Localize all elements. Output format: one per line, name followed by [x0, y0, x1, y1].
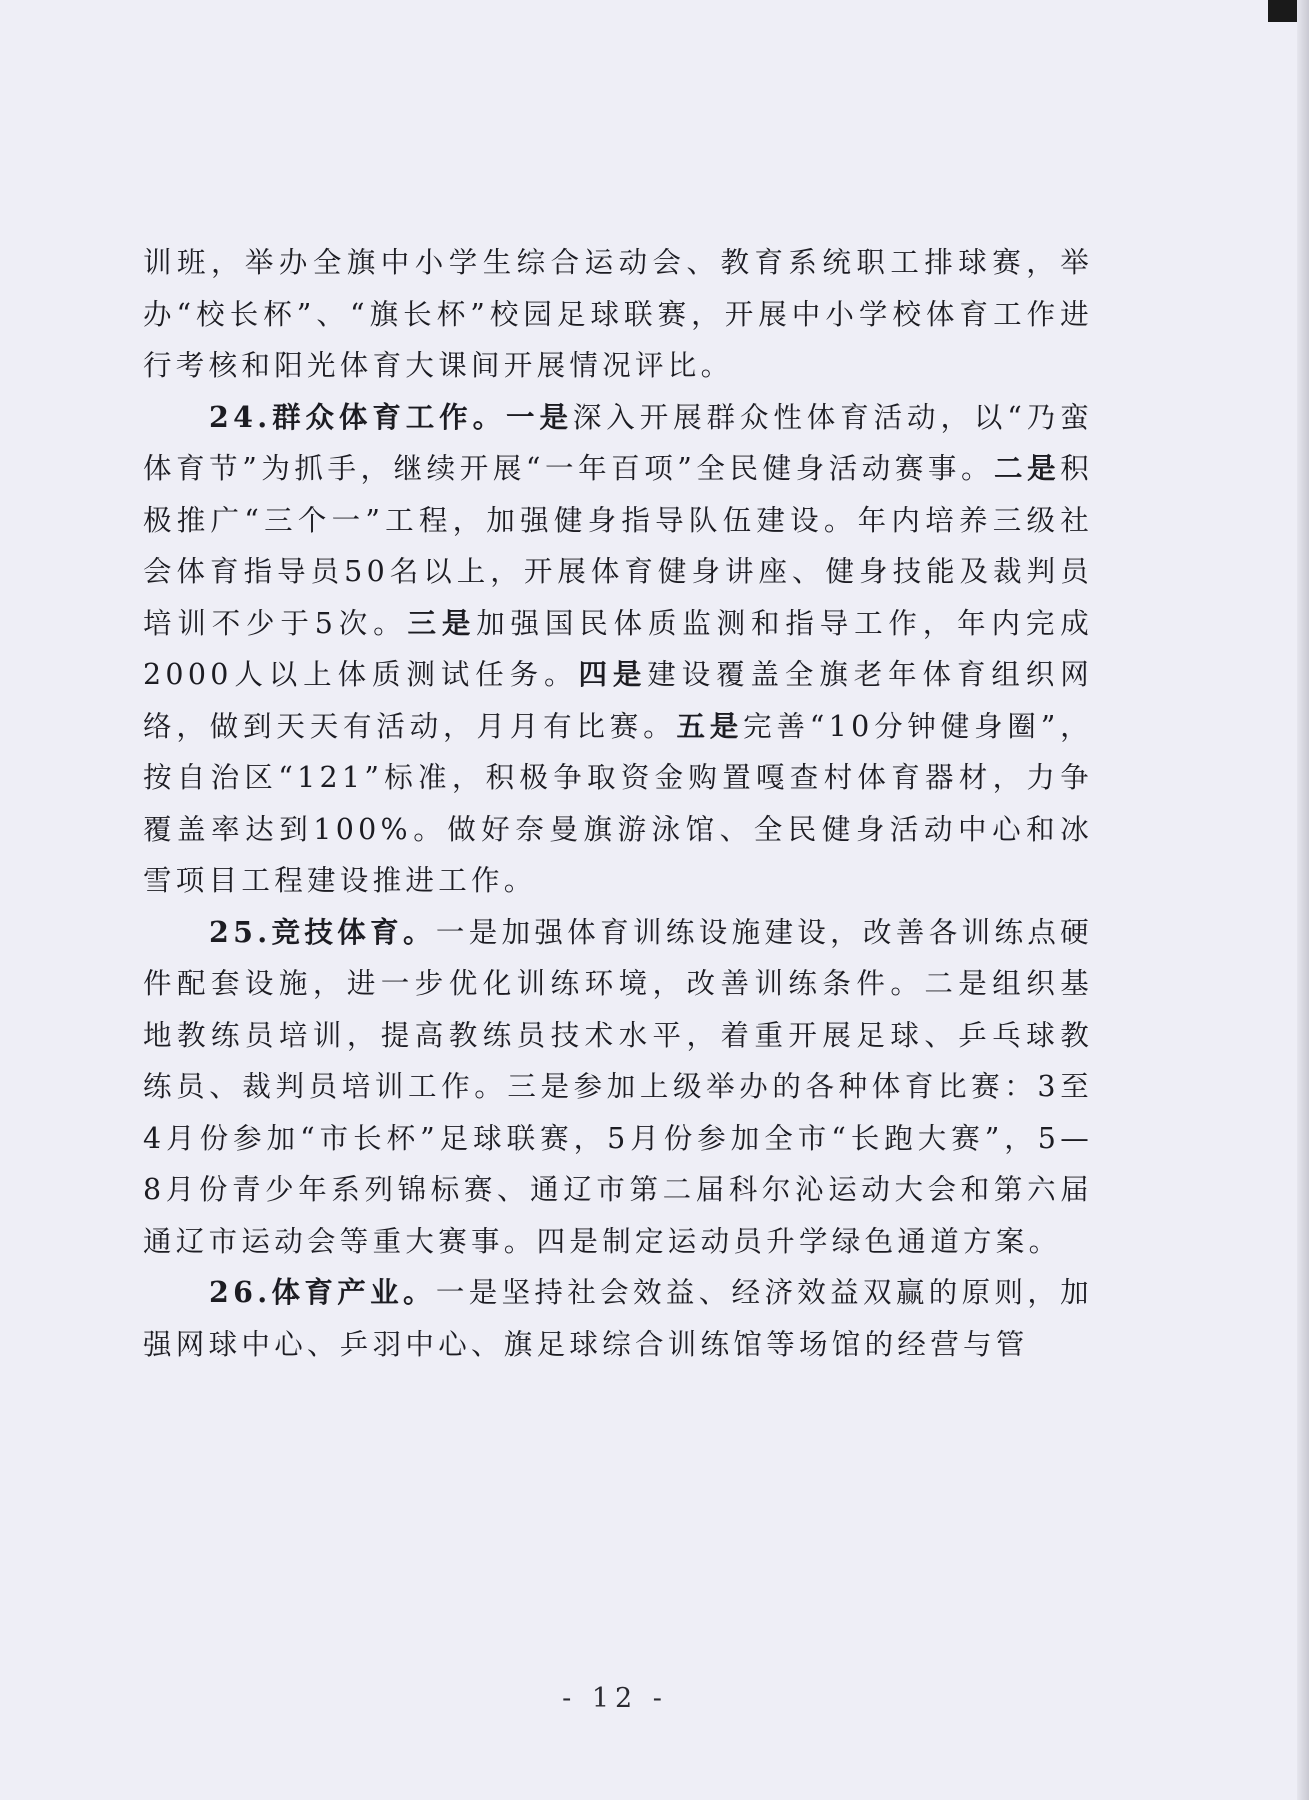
- section-26-heading: 26.体育产业。: [209, 1275, 436, 1309]
- section-25-heading: 25.竞技体育。: [209, 914, 436, 949]
- section-26-paragraph: [143, 1267, 1093, 1370]
- paragraph-text: 建设覆盖全旗老年体育组织网络，做到天天有活动，月月有比赛。: [143, 658, 1094, 743]
- document-body: [143, 237, 1093, 1370]
- section-24-heading: 24.群众体育工作。: [209, 399, 507, 434]
- paragraph-text: 完善“10分钟健身圈”，按自治区“121”标准，积极争取资金购置嘎查村体育器材，力争覆盖率达到100%。做好奈曼旗游泳馆、全民健身活动中心和冰雪项目工程建设推进工作。: [143, 709, 1093, 897]
- paragraph-text: 一是坚持社会效益、经济效益双赢的原则，加强网球中心、乒羽中心、旗足球综合训练馆等场馆的经营与管: [143, 1276, 1093, 1361]
- scan-border-right: [1297, 0, 1309, 1800]
- ordinal-marker: 二是: [994, 451, 1061, 485]
- page-number: - 12 -: [562, 1683, 668, 1714]
- ordinal-marker: 三是: [407, 605, 477, 640]
- paragraph-text: 一是加强体育训练设施建设，改善各训练点硬件配套设施，进一步优化训练环境，改善训练条件。二是组织基地教练员培训，提高教练员技术水平，着重开展足球、乒乓球教练员、裁判员培训工作。三是参加上级举办的各种体育比赛：3至4月份参加“市长杯”足球联赛，5月份参加全市“长跑大赛”，5—8月份青少年系列锦标赛、通辽市第二届科尔沁运动大会和第六届通辽市运动会等重大赛事。四是制定运动员升学绿色通道方案。: [143, 915, 1093, 1258]
- ordinal-marker: 四是: [578, 657, 648, 691]
- ordinal-marker: 一是: [506, 399, 573, 434]
- ordinal-marker: 五是: [676, 708, 744, 743]
- section-24-paragraph: [143, 392, 1093, 907]
- paragraph-text: 深入开展群众性体育活动，以“乃蛮体育节”为抓手，继续开展“一年百项”全民健身活动赛事。: [143, 400, 1093, 485]
- paragraph-text: 加强国民体质监测和指导工作，年内完成2000人以上体质测试任务。: [143, 606, 1093, 691]
- paragraph-text: 积极推广“三个一”工程，加强健身指导队伍建设。年内培养三级社会体育指导员50名以上，开展体育健身讲座、健身技能及裁判员培训不少于5次。: [143, 452, 1093, 640]
- section-25-paragraph: [143, 907, 1093, 1268]
- continued-paragraph: 训班，举办全旗中小学生综合运动会、教育系统职工排球赛，举办“校长杯”、“旗长杯”校园足球联赛，开展中小学校体育工作进行考核和阳光体育大课间开展情况评比。: [143, 246, 1093, 382]
